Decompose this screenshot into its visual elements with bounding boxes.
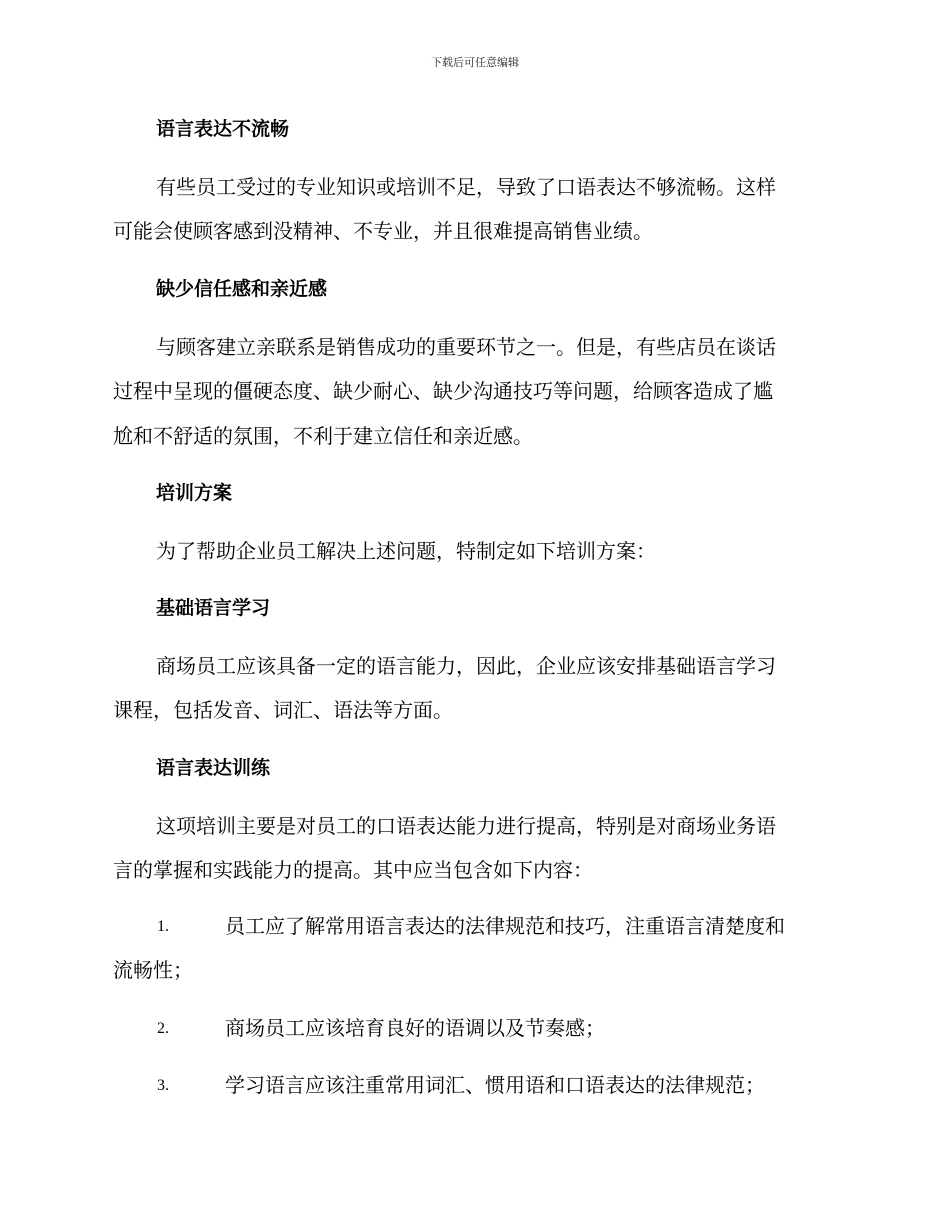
- paragraph-line: 可能会使顾客感到没精神、不专业，并且很难提高销售业绩。: [113, 219, 653, 243]
- list-item-text: 商场员工应该培育良好的语调以及节奏感；: [225, 1016, 605, 1040]
- list-item-number: 2.: [157, 1020, 169, 1037]
- header-note: 下载后可任意编辑: [431, 56, 519, 69]
- list-item-number: 3.: [157, 1077, 169, 1094]
- paragraph-line: 商场员工应该具备一定的语言能力，因此，企业应该安排基础语言学习: [156, 654, 776, 678]
- list-item-text: 学习语言应该注重常用词汇、惯用语和口语表达的法律规范；: [225, 1073, 765, 1097]
- paragraph-line: 尬和不舒适的氛围，不利于建立信任和亲近感。: [113, 424, 533, 448]
- paragraph-line: 为了帮助企业员工解决上述问题，特制定如下培训方案：: [156, 539, 656, 563]
- section-heading: 语言表达不流畅: [156, 118, 290, 140]
- paragraph-line: 这项培训主要是对员工的口语表达能力进行提高，特别是对商场业务语: [156, 814, 776, 838]
- paragraph-line: 课程，包括发音、词汇、语法等方面。: [113, 698, 453, 722]
- section-heading: 语言表达训练: [156, 757, 271, 779]
- section-heading: 培训方案: [156, 482, 233, 504]
- list-item-number: 1.: [157, 918, 169, 935]
- list-item-continuation: 流畅性；: [113, 958, 193, 982]
- paragraph-line: 与顾客建立亲联系是销售成功的重要环节之一。但是，有些店员在谈话: [156, 335, 776, 359]
- paragraph-line: 言的掌握和实践能力的提高。其中应当包含如下内容：: [113, 858, 593, 882]
- paragraph-line: 有些员工受过的专业知识或培训不足，导致了口语表达不够流畅。这样: [156, 175, 776, 199]
- section-heading: 缺少信任感和亲近感: [156, 278, 328, 300]
- list-item-text: 员工应了解常用语言表达的法律规范和技巧，注重语言清楚度和: [225, 914, 785, 938]
- paragraph-line: 过程中呈现的僵硬态度、缺少耐心、缺少沟通技巧等问题，给顾客造成了尴: [113, 379, 773, 403]
- section-heading: 基础语言学习: [156, 597, 271, 619]
